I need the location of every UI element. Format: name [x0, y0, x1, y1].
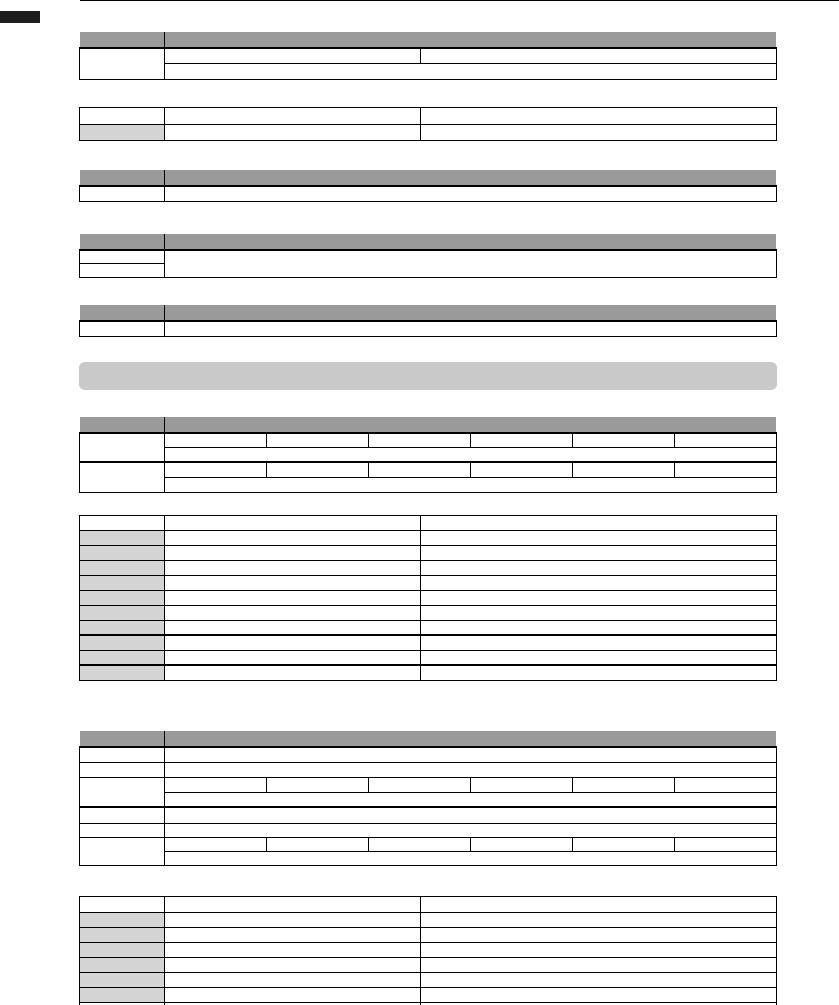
- table-rule-vertical: [776, 47, 777, 80]
- table-rule-horizontal: [79, 762, 777, 763]
- table-7: [79, 515, 777, 681]
- table-rule-vertical: [674, 837, 675, 851]
- table-rule-vertical: [470, 463, 471, 477]
- table-4: [79, 234, 777, 278]
- table-1: [79, 32, 777, 80]
- table-rule-vertical: [470, 837, 471, 851]
- table-rule-vertical: [470, 432, 471, 447]
- table-8-header-cell: [165, 731, 776, 746]
- table-7-shaded-cell: [80, 621, 164, 635]
- table-rule-horizontal: [79, 777, 777, 778]
- table-rule-horizontal: [79, 957, 777, 958]
- table-rule-horizontal: [79, 634, 777, 636]
- table-rule-horizontal: [79, 942, 777, 943]
- table-rule-horizontal: [79, 336, 777, 337]
- table-6: [79, 417, 777, 493]
- table-rule-horizontal: [79, 530, 777, 531]
- table-rule-horizontal: [79, 201, 777, 202]
- table-rule-vertical: [674, 432, 675, 447]
- table-8-header-cell: [80, 731, 164, 746]
- table-7-shaded-cell: [80, 546, 164, 560]
- table-7-shaded-cell: [80, 561, 164, 575]
- table-rule-horizontal: [79, 461, 777, 463]
- table-rule-vertical: [572, 463, 573, 477]
- table-rule-horizontal: [79, 320, 777, 322]
- table-rule-vertical: [420, 896, 421, 1005]
- table-rule-vertical: [79, 432, 80, 493]
- table-rule-vertical: [164, 234, 165, 278]
- table-5-header-cell: [80, 305, 164, 320]
- table-rule-horizontal: [79, 263, 165, 264]
- table-7-shaded-cell: [80, 576, 164, 590]
- table-rule-horizontal: [79, 560, 777, 561]
- table-rule-vertical: [776, 249, 777, 278]
- table-rule-vertical: [79, 896, 80, 1005]
- table-rule-vertical: [776, 185, 777, 202]
- table-2: [79, 107, 777, 141]
- table-rule-vertical: [164, 305, 165, 337]
- table-rule-horizontal: [165, 792, 777, 793]
- table-rule-horizontal: [165, 447, 777, 448]
- table-rule-vertical: [164, 417, 165, 493]
- table-rule-horizontal: [79, 664, 777, 666]
- table-rule-vertical: [368, 777, 369, 792]
- table-rule-horizontal: [79, 140, 777, 141]
- table-7-shaded-cell: [80, 636, 164, 650]
- table-rule-horizontal: [79, 620, 777, 621]
- chapter-tab: [0, 11, 40, 23]
- table-1-header-cell: [80, 32, 164, 47]
- table-rule-vertical: [368, 463, 369, 477]
- table-rule-vertical: [776, 107, 777, 141]
- table-rule-horizontal: [79, 277, 777, 278]
- table-7-shaded-cell: [80, 591, 164, 605]
- table-rule-horizontal: [79, 650, 777, 651]
- table-5-header-cell: [165, 305, 776, 320]
- table-6-header-cell: [165, 417, 776, 432]
- table-rule-vertical: [572, 432, 573, 447]
- table-rule-vertical: [368, 837, 369, 851]
- table-rule-vertical: [776, 432, 777, 493]
- table-rule-vertical: [79, 320, 80, 337]
- table-rule-horizontal: [79, 1002, 777, 1003]
- table-rule-horizontal: [79, 249, 777, 251]
- table-4-header-cell: [80, 234, 164, 249]
- table-rule-horizontal: [79, 927, 777, 928]
- table-rule-horizontal: [79, 575, 777, 576]
- table-rule-vertical: [79, 47, 80, 80]
- table-rule-horizontal: [165, 477, 777, 478]
- table-9-shaded-cell: [80, 928, 164, 942]
- table-9-shaded-cell: [80, 943, 164, 957]
- table-rule-horizontal: [79, 185, 777, 187]
- table-rule-horizontal: [79, 680, 777, 681]
- table-rule-vertical: [572, 837, 573, 851]
- table-rule-horizontal: [79, 492, 777, 493]
- table-rule-vertical: [420, 107, 421, 141]
- table-3: [79, 170, 777, 202]
- table-9-shaded-cell: [80, 973, 164, 987]
- table-8: [79, 731, 777, 866]
- table-rule-vertical: [266, 432, 267, 447]
- table-rule-horizontal: [79, 432, 777, 434]
- table-rule-horizontal: [165, 63, 777, 64]
- table-rule-vertical: [79, 249, 80, 278]
- table-rule-vertical: [776, 515, 777, 681]
- table-rule-vertical: [776, 320, 777, 337]
- table-rule-vertical: [266, 777, 267, 792]
- table-9-shaded-cell: [80, 958, 164, 972]
- table-7-shaded-cell: [80, 666, 164, 680]
- table-rule-horizontal: [79, 590, 777, 591]
- table-rule-vertical: [164, 107, 165, 141]
- table-rule-vertical: [266, 837, 267, 851]
- table-rule-vertical: [164, 515, 165, 681]
- table-rule-vertical: [79, 107, 80, 141]
- table-rule-vertical: [674, 777, 675, 792]
- table-9-shaded-cell: [80, 913, 164, 927]
- table-rule-vertical: [420, 47, 421, 63]
- table-rule-horizontal: [79, 79, 777, 80]
- table-4-header-cell: [165, 234, 776, 249]
- table-7-shaded-cell: [80, 606, 164, 620]
- table-rule-horizontal: [79, 806, 777, 808]
- table-rule-horizontal: [79, 545, 777, 546]
- table-9-shaded-cell: [80, 988, 164, 1002]
- table-3-header-cell: [165, 170, 776, 185]
- table-rule-horizontal: [79, 124, 777, 125]
- table-rule-vertical: [470, 777, 471, 792]
- table-rule-vertical: [79, 185, 80, 202]
- section-heading-bar: [79, 362, 777, 390]
- table-7-shaded-cell: [80, 531, 164, 545]
- table-rule-horizontal: [79, 837, 777, 838]
- table-rule-vertical: [164, 170, 165, 202]
- table-rule-vertical: [79, 746, 80, 866]
- table-rule-vertical: [164, 731, 165, 866]
- table-2-shaded-cell: [80, 125, 164, 140]
- table-rule-horizontal: [79, 107, 777, 108]
- table-6-header-cell: [80, 417, 164, 432]
- table-rule-horizontal: [79, 896, 777, 897]
- table-9: [79, 896, 777, 1005]
- table-rule-horizontal: [79, 47, 777, 49]
- table-rule-vertical: [164, 896, 165, 1005]
- table-rule-horizontal: [79, 987, 777, 988]
- table-3-header-cell: [80, 170, 164, 185]
- table-5: [79, 305, 777, 337]
- table-rule-vertical: [776, 896, 777, 1005]
- table-7-shaded-cell: [80, 651, 164, 665]
- table-rule-horizontal: [79, 972, 777, 973]
- table-rule-horizontal: [79, 912, 777, 913]
- table-rule-horizontal: [79, 515, 777, 516]
- table-1-header-cell: [165, 32, 776, 47]
- header-rule: [80, 0, 839, 1]
- table-rule-vertical: [79, 515, 80, 681]
- table-rule-horizontal: [79, 605, 777, 606]
- table-rule-vertical: [776, 746, 777, 866]
- table-rule-vertical: [674, 463, 675, 477]
- table-rule-vertical: [420, 515, 421, 681]
- table-rule-vertical: [368, 432, 369, 447]
- table-rule-vertical: [164, 32, 165, 80]
- table-rule-vertical: [266, 463, 267, 477]
- table-rule-horizontal: [79, 865, 777, 866]
- table-rule-vertical: [572, 777, 573, 792]
- table-rule-horizontal: [165, 851, 777, 852]
- table-rule-horizontal: [79, 746, 777, 748]
- table-rule-horizontal: [79, 823, 777, 824]
